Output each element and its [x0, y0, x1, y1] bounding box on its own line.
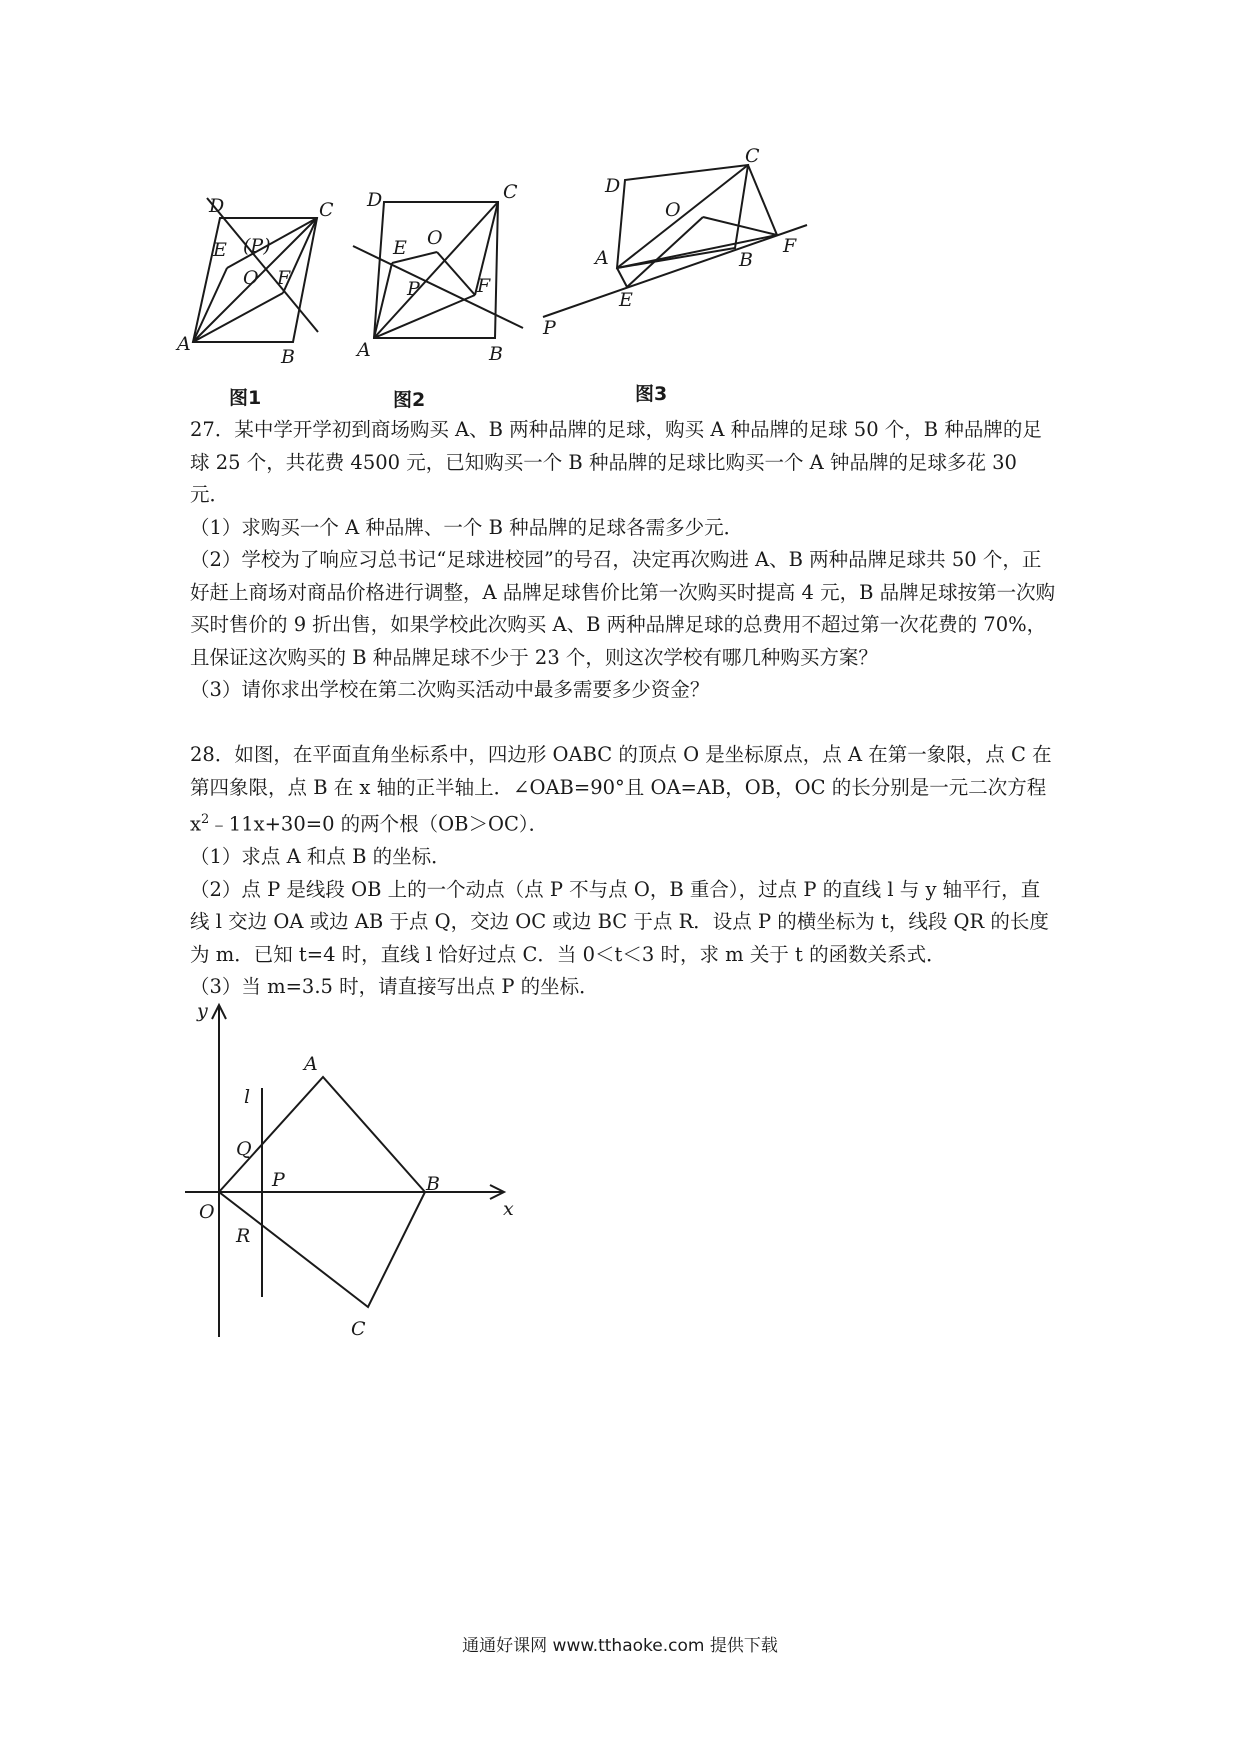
fig2-label-p: P — [407, 278, 420, 300]
top-figures — [177, 145, 965, 411]
figure-3 — [542, 145, 807, 405]
fig3-label-f: F — [783, 235, 797, 257]
fig3-label-o: O — [665, 199, 681, 221]
figures-svg — [177, 145, 965, 411]
fig3-line-pf — [543, 225, 807, 317]
fig3-segment-fc — [748, 165, 777, 235]
coordinate-figure — [185, 995, 515, 1340]
figure-1 — [175, 195, 334, 409]
fig3-label-b: B — [739, 249, 753, 271]
fig1-label-f: F — [277, 267, 291, 289]
q27-stem: 27．某中学开学初到商场购买 A、B 两种品牌的足球，购买 A 种品牌的足球 50 个，B 种品牌的足球 25 个，共花费 4500 元，已知购买一个 B 种品牌的足球比购买一个 A 钟品牌的足球多花 30 元． — [190, 418, 1042, 506]
q28-part-3: （3）当 m=3.5 时，请直接写出点 P 的坐标． — [190, 975, 599, 998]
q28-part-2: （2）点 P 是线段 OB 上的一个动点（点 P 不与点 O，B 重合），过点 P 的直线 l 与 y 轴平行，直线 l 交边 OA 或边 AB 于点 Q，交边 OC 或边 BC 于点 R．设点 P 的横坐标为 t，线段 QR 的长度为 m．已知 t=4 时，直线 l 恰好过点 C．当 0＜t＜3 时，求 m 关于 t 的函数关系式． — [190, 877, 1049, 966]
fig2-segment-af — [374, 295, 475, 338]
fig2-label-d: D — [367, 189, 383, 211]
fig3-label-p: P — [543, 317, 556, 339]
label-x: x — [503, 1198, 514, 1220]
fig2-label-f: F — [477, 275, 491, 297]
q28-stem-sup: 2 — [201, 812, 210, 827]
fig1-label-p: (P) — [243, 235, 271, 257]
q27-part-2: （2）学校为了响应习总书记“足球进校园”的号召，决定再次购进 A、B 两种品牌足球共 50 个，正好赶上商场对商品价格进行调整，A 品牌足球售价比第一次购买时提高 4 元，B 品牌足球按第一次购买时售价的 9 折出售，如果学校此次购买 A、B 两种品牌足球的总费用不超过第一次花费的 70%，且保证这次购买的 B 种品牌足球不少于 23 个，则这次学校有哪几种购买方案？ — [190, 548, 1056, 669]
q28-stem-a: 28．如图，在平面直角坐标系中，四边形 OABC 的顶点 O 是坐标原点，点 A 在第一象限，点 C 在第四象限，点 B 在 x 轴的正半轴上．∠OAB=90°且 OA=AB，OB，OC 的长分别是一元二次方程 x — [190, 743, 1052, 836]
fig3-label-a: A — [595, 247, 609, 269]
label-a: A — [304, 1053, 318, 1075]
question-27 — [190, 414, 1056, 707]
label-c: C — [351, 1318, 366, 1340]
fig2-label-a: A — [357, 339, 371, 361]
fig3-caption: 图3 — [635, 383, 668, 405]
fig2-label-c: C — [503, 181, 518, 203]
label-l: l — [244, 1086, 251, 1108]
label-r: R — [236, 1225, 251, 1247]
fig1-label-a: A — [177, 333, 191, 355]
fig1-label-c: C — [319, 199, 334, 221]
fig1-label-b: B — [281, 346, 295, 368]
fig1-segment-ec — [227, 218, 317, 268]
fig2-diagonal-ac — [374, 202, 498, 338]
label-y: y — [197, 1000, 208, 1022]
q28-stem-b: ﹣11x+30=0 的两个根（OB＞OC）． — [209, 812, 549, 836]
footer: 通通好课网 www.tthaoke.com 提供下载 — [462, 1636, 778, 1656]
fig1-label-e: E — [213, 239, 227, 261]
fig3-label-e: E — [619, 289, 633, 311]
q28-part-1: （1）求点 A 和点 B 的坐标． — [190, 845, 451, 868]
fig3-label-c: C — [745, 145, 760, 167]
fig3-segment-ae — [617, 268, 627, 287]
fig2-label-e: E — [393, 237, 407, 259]
question-28 — [190, 739, 1056, 1004]
fig1-label-o: O — [243, 267, 259, 289]
coord-svg — [185, 995, 515, 1340]
fig3-label-d: D — [605, 175, 621, 197]
label-o: O — [199, 1201, 215, 1223]
q27-part-3: （3）请你求出学校在第二次购买活动中最多需要多少资金？ — [190, 678, 710, 701]
label-b: B — [426, 1173, 440, 1195]
fig1-segment-af — [193, 293, 283, 342]
label-q: Q — [236, 1138, 252, 1160]
fig1-segment-ae — [193, 268, 227, 342]
fig2-label-o: O — [427, 227, 443, 249]
fig1-caption: 图1 — [229, 387, 262, 409]
q27-part-1: （1）求购买一个 A 种品牌、一个 B 种品牌的足球各需多少元． — [190, 515, 744, 539]
label-p: P — [272, 1169, 285, 1191]
q28-stem — [190, 739, 1056, 841]
fig2-label-b: B — [489, 343, 503, 365]
figure-2 — [353, 181, 523, 411]
fig2-caption: 图2 — [393, 389, 426, 411]
fig1-label-d: D — [209, 195, 225, 217]
